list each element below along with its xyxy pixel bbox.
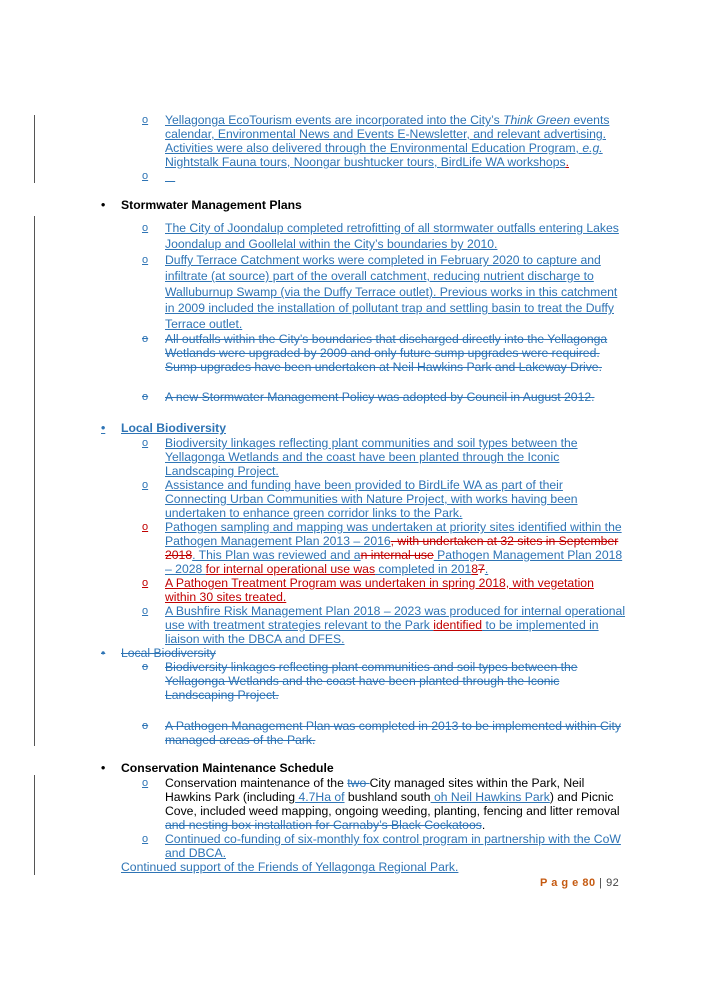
list-item: o Biodiversity linkages reflecting plant communities and soil types between the Yellagonga Wetlands and the coast have been planted through the Iconic Landscaping Project. bbox=[142, 660, 578, 702]
list-item: o Pathogen sampling and mapping was undertaken at priority sites identified within the Pathogen Management Plan 2013 – 2016, with undertaken at 32 sites in September 2018. This Plan was reviewed and an internal use Pathogen Management Plan 2018 – 2028 for internal operational use was completed in 20187. bbox=[142, 520, 623, 576]
section-heading: • Local Biodiversity bbox=[101, 421, 226, 435]
biodiversity-list bbox=[0, 436, 706, 646]
list-item: o All outfalls within the City’s boundaries that discharged directly into the Yellagonga Wetlands were upgraded by 2009 and only future sump upgrades were required. Sump upgrades have been undertaken at Neil Hawkins Park and Lakeway Drive. bbox=[142, 332, 608, 374]
list-item: o Duffy Terrace Catchment works were completed in February 2020 to capture and infiltrate (at source) part of the overall catchment, reducing nutrient discharge to Walluburnup Swamp (via the Duffy Terrace outlet). Previous works in this catchment in 2009 included the installation of pollutant trap and settling basin to treat the Duffy Terrace outlet. bbox=[142, 253, 618, 331]
stormwater-list bbox=[0, 220, 706, 374]
empty-list-item bbox=[0, 169, 627, 183]
section-heading: • Stormwater Management Plans bbox=[101, 198, 302, 212]
list-item: o The City of Joondalup completed retrofitting of all stormwater outfalls entering Lakes Joondalup and Goollelal within the City’s boundaries by 2010. bbox=[142, 221, 619, 251]
list-item: o A Pathogen Treatment Program was undertaken in spring 2018, with vegetation within 30 sites treated. bbox=[142, 576, 594, 604]
list-item: o Biodiversity linkages reflecting plant communities and soil types between the Yellagonga Wetlands and the coast have been planted through the Iconic Landscaping Project. bbox=[142, 436, 578, 478]
section-stormwater bbox=[0, 198, 706, 212]
list-item: o A Pathogen Management Plan was completed in 2013 to be implemented within City managed areas of the Park. bbox=[142, 719, 621, 747]
list-item: o A Bushfire Risk Management Plan 2018 – 2023 was produced for internal operational use with treatment strategies relevant to the Park identified to be implemented in liaison with the DBCA and DFES. bbox=[142, 604, 626, 646]
list-item: o A new Stormwater Management Policy was adopted by Council in August 2012. bbox=[142, 390, 595, 404]
section-biodiversity-deleted bbox=[0, 646, 706, 702]
bullet-marker: • bbox=[101, 198, 106, 212]
list-item: o Assistance and funding have been provided to BirdLife WA as part of their Connecting Urban Communities with Nature Project, with works having been undertaken to enhance green corridor links to the Park. bbox=[142, 478, 578, 520]
section-conservation bbox=[0, 761, 706, 775]
section-ecotourism bbox=[0, 113, 706, 183]
biodiversity-deleted-list-2 bbox=[0, 719, 706, 747]
section-biodiversity bbox=[0, 421, 706, 435]
conservation-list bbox=[0, 776, 706, 874]
sub-bullet-marker: o bbox=[142, 170, 149, 182]
trailing-paragraph: Continued support of the Friends of Yellagonga Regional Park. bbox=[121, 860, 459, 874]
list-item: o Continued co-funding of six-monthly fox control program in partnership with the CoW and DBCA. bbox=[142, 832, 621, 860]
section-heading: • Local Biodiversity bbox=[101, 646, 216, 660]
list-item: o Yellagonga EcoTourism events are incorporated into the City’s Think Green events calendar, Environmental News and Events E-Newsletter, and relevant advertising. Activities were also delivered through the Environmental Education Program, e.g. Nightstalk Fauna tours, Noongar bushtucker tours, BirdLife WA workshops. bbox=[142, 113, 610, 169]
stormwater-list-2 bbox=[0, 390, 706, 404]
page-number-footer: P a g e 80 | 92 bbox=[540, 877, 620, 889]
list-item: o Conservation maintenance of the two City managed sites within the Park, Neil Hawkins Park (including 4.7Ha of bushland south oh Neil Hawkins Park) and Picnic Cove, included weed mapping, ongoing weeding, planting, fencing and litter removal and nesting box installation for Carnaby’s Black Cockatoos. bbox=[142, 776, 620, 832]
section-heading: • Conservation Maintenance Schedule bbox=[101, 761, 334, 775]
sub-bullet-marker: o bbox=[142, 114, 149, 126]
